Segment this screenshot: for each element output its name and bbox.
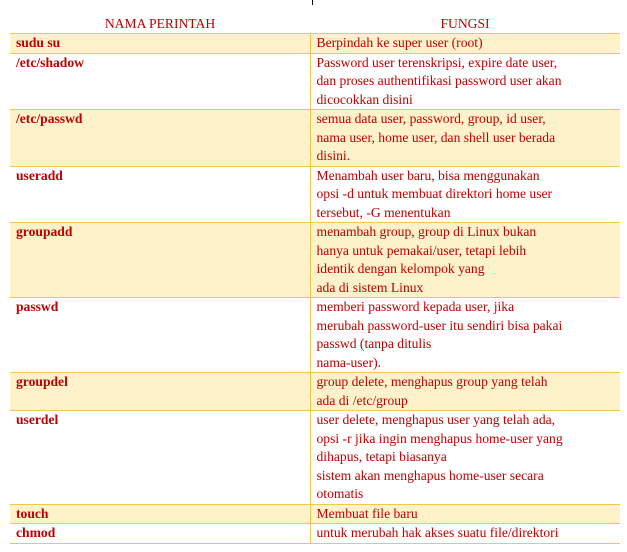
command-cell: chmod [10, 524, 310, 544]
function-line: memberi password kepada user, jika [316, 299, 515, 314]
function-line: identik dengan kelompok yang [316, 261, 485, 276]
table-row [10, 166, 620, 223]
command-cell: userdel [10, 411, 310, 505]
function-line: disini. [316, 148, 351, 163]
command-cell: touch [10, 504, 310, 524]
table-row [10, 373, 620, 411]
function-line: opsi -r jika ingin menghapus home-user yang [316, 430, 563, 446]
command-cell: groupadd [10, 223, 310, 298]
function-line: opsi -d untuk membuat direktori home user [316, 186, 553, 201]
function-line: ada di /etc/group [316, 392, 408, 408]
function-line: sistem akan menghapus home-user secara [316, 467, 544, 483]
function-line: tersebut, -G menentukan [316, 204, 451, 220]
function-line: Password user terenskripsi, expire date user, [316, 54, 558, 70]
header-command: NAMA PERINTAH [10, 11, 310, 34]
function-cell [310, 373, 620, 411]
function-cell [310, 524, 620, 544]
function-line: Membuat file baru [316, 505, 418, 521]
function-line: Menambah user baru, bisa menggunakan [316, 167, 540, 183]
function-line: dihapus, tetapi biasanya [316, 449, 447, 464]
function-line: merubah password-user itu sendiri bisa pakai [316, 317, 563, 333]
table-row [10, 524, 620, 544]
function-cell [310, 53, 620, 110]
function-line: dicocokkan disini [316, 91, 413, 107]
function-line: passwd (tanpa ditulis [316, 336, 432, 351]
function-line: nama user, home user, dan shell user berada [316, 129, 556, 145]
table-row [10, 53, 620, 110]
table-row [10, 223, 620, 298]
function-line: hanya untuk pemakai/user, tetapi lebih [316, 242, 527, 258]
table-row [10, 298, 620, 373]
command-cell: useradd [10, 166, 310, 223]
function-cell [310, 34, 620, 54]
function-line: untuk merubah hak akses suatu file/direktori [316, 525, 559, 540]
text-cursor-mark [312, 0, 313, 5]
command-table [10, 11, 620, 544]
function-line: ada di sistem Linux [316, 279, 424, 295]
table-row [10, 110, 620, 167]
function-cell [310, 223, 620, 298]
command-cell: passwd [10, 298, 310, 373]
function-cell [310, 411, 620, 505]
table-row [10, 34, 620, 54]
function-line: group delete, menghapus group yang telah [316, 374, 548, 389]
function-line: Berpindah ke super user (root) [316, 35, 483, 50]
function-cell [310, 110, 620, 167]
table-row [10, 411, 620, 505]
table-header-row [10, 11, 620, 34]
function-cell [310, 298, 620, 373]
function-line: otomatis [316, 486, 364, 501]
function-cell [310, 504, 620, 524]
function-line: semua data user, password, group, id user, [316, 111, 546, 126]
header-function: FUNGSI [310, 11, 620, 34]
table-row [10, 504, 620, 524]
function-line: dan proses authentifikasi password user akan [316, 73, 562, 88]
command-cell: groupdel [10, 373, 310, 411]
function-line: user delete, menghapus user yang telah ada, [316, 412, 556, 427]
command-cell: /etc/passwd [10, 110, 310, 167]
command-cell: /etc/shadow [10, 53, 310, 110]
function-line: nama-user). [316, 354, 382, 370]
function-line: menambah group, group di Linux bukan [316, 224, 537, 239]
command-cell: sudu su [10, 34, 310, 54]
table-body [10, 34, 620, 544]
function-cell [310, 166, 620, 223]
